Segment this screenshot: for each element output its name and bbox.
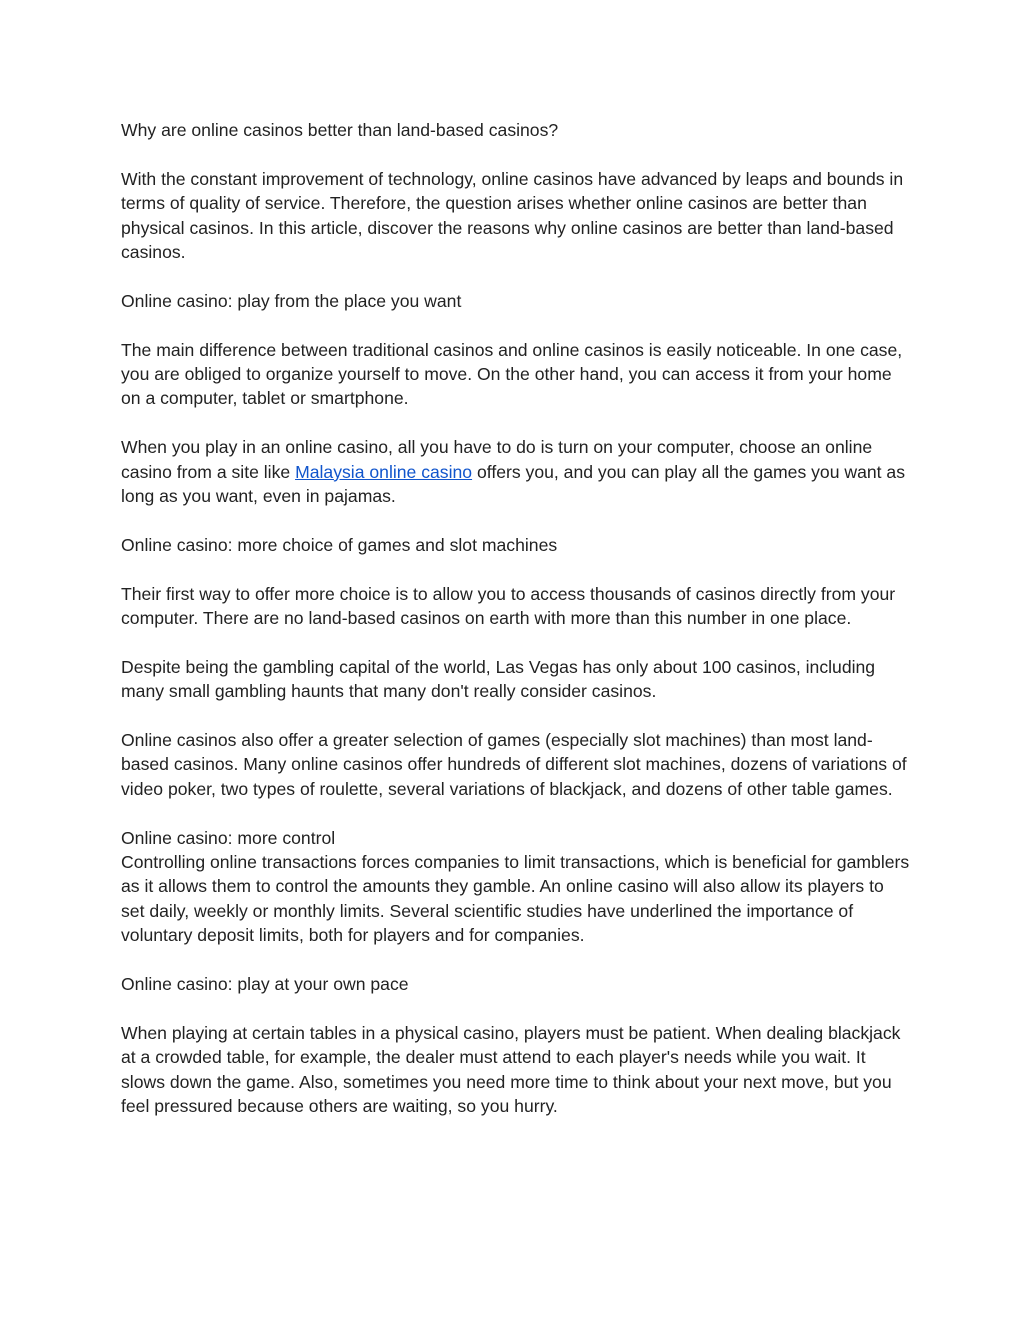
paragraph-las-vegas: Despite being the gambling capital of the world, Las Vegas has only about 100 casinos, including many small gambling haunts that many don't really consider casinos. [121,656,876,702]
paragraph-how-to-play [121,435,911,508]
paragraph-transaction-limits: Controlling online transactions forces companies to limit transactions, which is beneficial for gamblers as it allows them to control the amounts they gamble. An online casino will also allow its players to set daily, weekly or monthly limits. Several scientific studies have underlined the importance of voluntary deposit limits, both for players and for companies. [121,852,910,946]
section-heading-more-choice: Online casino: more choice of games and slot machines [121,534,558,555]
document-title: Why are online casinos better than land-based casinos? [121,120,559,140]
section-heading-play-anywhere: Online casino: play from the place you want [121,290,462,311]
paragraph-text-after-link: offers you, and you can play all the games you want as long as you want, even in pajamas. [121,461,906,507]
paragraph-text-before-link: When you play in an online casino, all you have to do is turn on your computer, choose an online casino from a site like [121,437,873,482]
paragraph-main-difference: The main difference between traditional casinos and online casinos is easily noticeable. In one case, you are obliged to organize yourself to move. On the other hand, you can access it from your home on a computer, tablet or smartphone. [121,339,903,409]
section-heading-own-pace: Online casino: play at your own pace [121,974,409,995]
section-heading-more-control: Online casino: more control [121,827,336,848]
malaysia-online-casino-link[interactable]: Malaysia online casino [295,461,473,482]
document-page [121,118,911,1143]
paragraph-patience: When playing at certain tables in a physical casino, players must be patient. When dealing blackjack at a crowded table, for example, the dealer must attend to each player's needs while you wait. It slows down the game. Also, sometimes you need more time to think about your next move, but you feel pressured because others are waiting, so you hurry. [121,1022,901,1117]
paragraph-thousands-of-casinos: Their first way to offer more choice is to allow you to access thousands of casinos directly from your computer. There are no land-based casinos on earth with more than this number in one place. [121,583,896,629]
intro-paragraph: With the constant improvement of technology, online casinos have advanced by leaps and bounds in terms of quality of service. Therefore, the question arises whether online casinos are better than physical casinos. In this article, discover the reasons why online casinos are better than land-based casinos. [121,168,904,263]
paragraph-game-selection: Online casinos also offer a greater selection of games (especially slot machines) than most land-based casinos. Many online casinos offer hundreds of different slot machines, dozens of variations of video poker, two types of roulette, several variations of blackjack, and dozens of other table games. [121,730,907,799]
